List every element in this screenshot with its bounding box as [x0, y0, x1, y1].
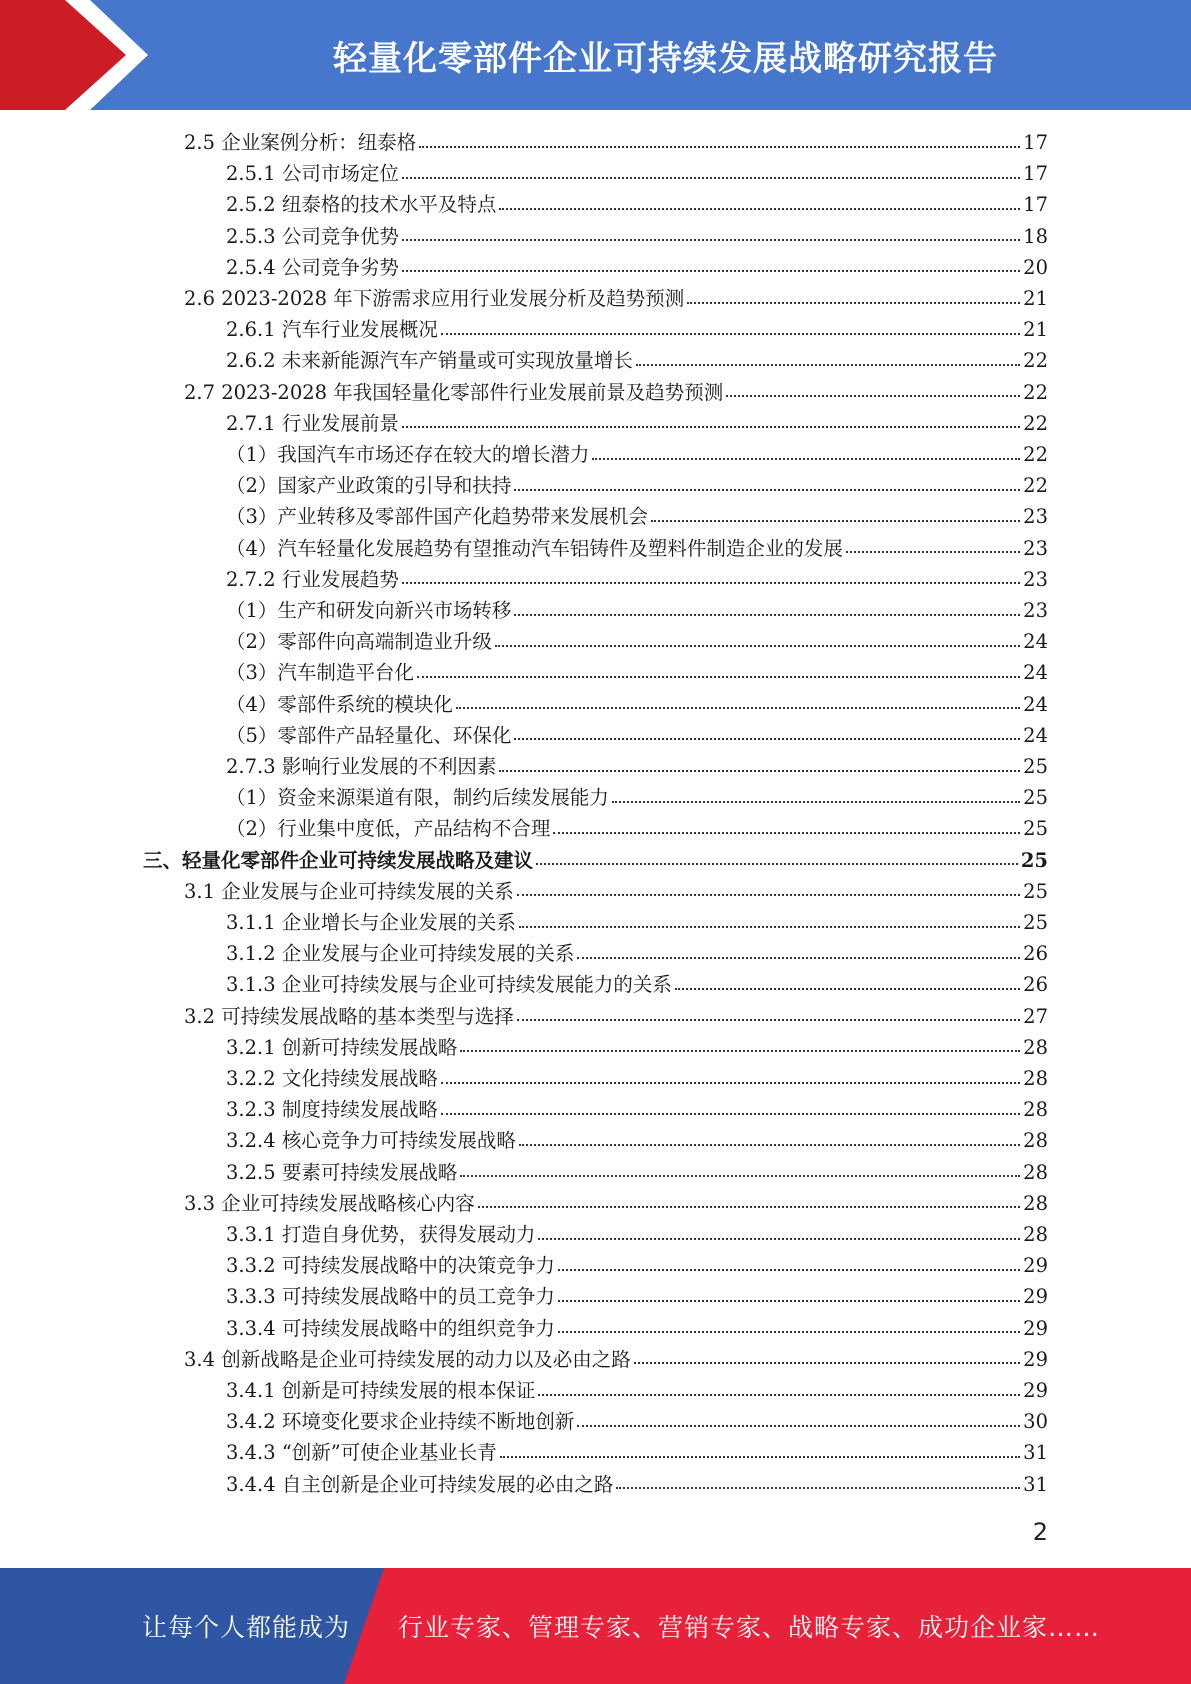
toc-entry-label: 2.6 2023-2028 年下游需求应用行业发展分析及趋势预测: [184, 287, 685, 310]
toc-entry[interactable]: [226, 720, 1048, 751]
toc-leader-dots: [536, 863, 1018, 865]
toc-entry[interactable]: [226, 439, 1048, 470]
toc-entry[interactable]: [226, 1406, 1048, 1437]
toc-entry[interactable]: [184, 1344, 1048, 1375]
toc-leader-dots: [441, 333, 1020, 335]
toc-entry-label: 3.4 创新战略是企业可持续发展的动力以及必由之路: [184, 1347, 631, 1371]
toc-entry[interactable]: [226, 1157, 1048, 1188]
toc-entry-label: 2.5 企业案例分析：纽泰格: [184, 131, 417, 154]
toc-entry-label: 三、轻量化零部件企业可持续发展战略及建议: [143, 848, 534, 872]
toc-leader-dots: [402, 582, 1020, 584]
toc-entry-page: 24: [1023, 661, 1048, 685]
toc-entry-page: 20: [1023, 255, 1048, 279]
toc-entry[interactable]: [226, 1250, 1048, 1281]
toc-entry-label: （1）生产和研发向新兴市场转移: [226, 599, 512, 622]
toc-entry[interactable]: [226, 252, 1048, 283]
toc-entry-page: 25: [1023, 817, 1048, 841]
toc-entry-page: 30: [1023, 1410, 1048, 1434]
toc-entry-label: 3.2.2 文化持续发展战略: [226, 1067, 438, 1090]
toc-entry[interactable]: [226, 969, 1048, 1000]
toc-entry-label: 3.2.5 要素可持续发展战略: [226, 1160, 458, 1184]
toc-entry[interactable]: [226, 533, 1048, 564]
toc-leader-dots: [538, 1394, 1020, 1396]
toc-entry[interactable]: [226, 907, 1048, 938]
toc-entry[interactable]: [226, 1469, 1048, 1500]
toc-leader-dots: [612, 801, 1020, 803]
toc-leader-dots: [553, 832, 1020, 834]
toc-leader-dots: [517, 894, 1020, 896]
toc-entry-page: 29: [1023, 1254, 1048, 1278]
toc-entry[interactable]: [226, 1437, 1048, 1468]
toc-entry-page: 29: [1023, 1347, 1048, 1371]
toc-leader-dots: [519, 926, 1020, 928]
toc-entry-label: 2.6.1 汽车行业发展概况: [226, 318, 438, 342]
toc-entry-page: 28: [1023, 1160, 1048, 1184]
toc-entry-label: 3.2.1 创新可持续发展战略: [226, 1035, 458, 1059]
page-footer: [0, 1568, 1191, 1684]
toc-entry-page: 18: [1023, 224, 1048, 248]
toc-entry-label: 2.5.2 纽泰格的技术水平及特点: [226, 193, 497, 217]
toc-leader-dots: [419, 146, 1020, 148]
toc-entry[interactable]: [184, 1188, 1048, 1219]
toc-entry-label: （3）产业转移及零部件国产化趋势带来发展机会: [226, 505, 648, 529]
toc-leader-dots: [499, 208, 1020, 210]
toc-leader-dots: [460, 1050, 1020, 1052]
toc-entry[interactable]: [184, 1001, 1048, 1032]
toc-leader-dots: [517, 1019, 1020, 1021]
toc-leader-dots: [558, 1269, 1020, 1271]
toc-entry-label: 3.1.2 企业发展与企业可持续发展的关系: [226, 942, 575, 966]
toc-entry-page: 22: [1023, 380, 1048, 404]
toc-leader-dots: [495, 645, 1020, 647]
toc-entry-label: 3.1.3 企业可持续发展与企业可持续发展能力的关系: [226, 973, 672, 997]
toc-entry-label: 3.2.4 核心竞争力可持续发展战略: [226, 1129, 516, 1153]
page-header: [0, 0, 1191, 110]
toc-entry-label: （1）我国汽车市场还存在较大的增长潜力: [226, 443, 590, 466]
footer-roles: 行业专家、管理专家、营销专家、战略专家、成功企业家……: [398, 1613, 1101, 1642]
page-number: 2: [1032, 1518, 1048, 1546]
toc-entry[interactable]: [226, 470, 1048, 501]
toc-entry-page: 22: [1023, 349, 1048, 373]
toc-entry-label: （2）行业集中度低，产品结构不合理: [226, 817, 551, 841]
toc-entry[interactable]: [226, 1094, 1048, 1125]
toc-entry-label: （2）零部件向高端制造业升级: [226, 630, 492, 654]
toc-entry-page: 28: [1023, 1191, 1048, 1215]
toc-entry-label: （3）汽车制造平台化: [226, 661, 414, 685]
toc-entry-page: 31: [1023, 1441, 1048, 1465]
toc-entry-page: 26: [1023, 973, 1048, 997]
toc-leader-dots: [726, 395, 1020, 397]
toc-entry-label: 2.5.3 公司竞争优势: [226, 224, 399, 248]
toc-entry[interactable]: [184, 127, 1048, 158]
toc-entry-page: 25: [1023, 755, 1048, 778]
toc-entry-label: 2.7 2023-2028 年我国轻量化零部件行业发展前景及趋势预测: [184, 380, 724, 404]
toc-entry-label: 2.7.2 行业发展趋势: [226, 567, 399, 591]
toc-leader-dots: [558, 1300, 1020, 1302]
toc-leader-dots: [402, 270, 1020, 272]
toc-entry-label: 2.5.1 公司市场定位: [226, 162, 399, 186]
toc-entry-page: 23: [1023, 505, 1048, 529]
toc-leader-dots: [592, 458, 1020, 460]
toc-entry-label: 3.4.4 自主创新是企业可持续发展的必由之路: [226, 1472, 614, 1496]
toc-entry-page: 22: [1023, 474, 1048, 498]
toc-leader-dots: [402, 239, 1020, 241]
toc-entry-page: 25: [1023, 911, 1048, 934]
toc-entry[interactable]: [226, 408, 1048, 439]
toc-entry-label: 2.7.1 行业发展前景: [226, 411, 399, 435]
toc-leader-dots: [478, 1206, 1020, 1208]
toc-entry[interactable]: [226, 1125, 1048, 1156]
toc-leader-dots: [538, 1238, 1020, 1240]
toc-leader-dots: [441, 1082, 1020, 1084]
toc-entry-label: 3.4.3 “创新”可使企业基业长青: [226, 1441, 497, 1465]
toc-entry[interactable]: [226, 657, 1048, 688]
toc-leader-dots: [519, 1144, 1020, 1146]
toc-leader-dots: [558, 1331, 1020, 1333]
toc-entry-label: 3.1 企业发展与企业可持续发展的关系: [184, 879, 514, 903]
toc-leader-dots: [616, 1487, 1020, 1489]
toc-entry-page: 27: [1023, 1004, 1048, 1028]
toc-entry-page: 28: [1023, 1129, 1048, 1153]
toc-entry-page: 25: [1023, 786, 1048, 810]
toc-leader-dots: [675, 988, 1020, 990]
toc-entry-label: 2.7.3 影响行业发展的不利因素: [226, 755, 497, 778]
toc-entry[interactable]: [226, 158, 1048, 189]
toc-entry-page: 24: [1023, 692, 1048, 716]
toc-entry-label: （4）汽车轻量化发展趋势有望推动汽车铝铸件及塑料件制造企业的发展: [226, 536, 843, 560]
toc-entry-page: 28: [1023, 1098, 1048, 1122]
toc-entry-page: 24: [1023, 630, 1048, 654]
toc-leader-dots: [441, 1113, 1020, 1115]
toc-entry-label: 3.4.2 环境变化要求企业持续不断地创新: [226, 1410, 575, 1434]
toc-leader-dots: [514, 738, 1020, 740]
toc-entry[interactable]: [226, 345, 1048, 376]
toc-leader-dots: [651, 520, 1020, 522]
toc-entry-page: 25: [1020, 848, 1048, 872]
toc-leader-dots: [846, 551, 1020, 553]
toc-entry[interactable]: [226, 314, 1048, 345]
toc-entry[interactable]: [226, 938, 1048, 969]
toc-entry[interactable]: [226, 501, 1048, 532]
toc-entry-page: 25: [1023, 879, 1048, 903]
toc-entry-label: （1）资金来源渠道有限，制约后续发展能力: [226, 786, 609, 810]
toc-entry[interactable]: [226, 189, 1048, 220]
toc-entry-page: 21: [1023, 318, 1048, 342]
toc-leader-dots: [577, 1425, 1020, 1427]
toc-leader-dots: [460, 1175, 1020, 1177]
toc-entry[interactable]: [226, 689, 1048, 720]
report-title: 轻量化零部件企业可持续发展战略研究报告: [333, 38, 998, 79]
toc-entry-label: 2.5.4 公司竞争劣势: [226, 255, 399, 279]
toc-entry-page: 23: [1023, 567, 1048, 591]
toc-leader-dots: [500, 1456, 1020, 1458]
toc-entry-page: 22: [1023, 411, 1048, 435]
toc-entry[interactable]: [226, 813, 1048, 844]
toc-entry-page: 26: [1023, 942, 1048, 966]
toc-entry-label: 3.3.2 可持续发展战略中的决策竞争力: [226, 1254, 555, 1278]
footer-slogan: 让每个人都能成为: [142, 1613, 351, 1642]
toc-entry[interactable]: [226, 1032, 1048, 1063]
toc-leader-dots: [402, 177, 1020, 179]
toc-entry[interactable]: [226, 595, 1048, 626]
toc-entry[interactable]: [184, 377, 1048, 408]
toc-entry-page: 22: [1023, 443, 1048, 466]
toc-entry-page: 28: [1023, 1067, 1048, 1090]
toc-leader-dots: [634, 1362, 1020, 1364]
toc-entry-page: 29: [1023, 1316, 1048, 1340]
toc-leader-dots: [402, 426, 1020, 428]
toc-entry-label: 3.3.1 打造自身优势，获得发展动力: [226, 1223, 536, 1246]
toc-leader-dots: [417, 676, 1020, 678]
toc-entry[interactable]: [184, 283, 1048, 314]
toc-leader-dots: [456, 707, 1020, 709]
toc-entry-label: 3.2.3 制度持续发展战略: [226, 1098, 438, 1122]
toc-entry[interactable]: [226, 1313, 1048, 1344]
toc-entry-label: 3.1.1 企业增长与企业发展的关系: [226, 911, 516, 934]
toc-entry[interactable]: [226, 782, 1048, 813]
toc-entry[interactable]: [226, 1281, 1048, 1312]
toc-entry-label: 3.4.1 创新是可持续发展的根本保证: [226, 1379, 536, 1402]
toc-leader-dots: [499, 770, 1020, 772]
toc-entry-page: 23: [1023, 536, 1048, 560]
toc-entry[interactable]: [226, 1375, 1048, 1406]
toc-entry-page: 21: [1023, 287, 1048, 310]
toc-entry[interactable]: [184, 876, 1048, 907]
toc-entry-page: 17: [1023, 131, 1048, 154]
toc-entry-label: （4）零部件系统的模块化: [226, 692, 453, 716]
toc-entry-label: 3.3.3 可持续发展战略中的员工竞争力: [226, 1285, 555, 1309]
toc-entry[interactable]: [226, 1063, 1048, 1094]
toc-entry-label: 3.2 可持续发展战略的基本类型与选择: [184, 1004, 514, 1028]
toc-entry[interactable]: [226, 1219, 1048, 1250]
toc-entry-page: 28: [1023, 1035, 1048, 1059]
toc-leader-dots: [577, 957, 1020, 959]
toc-leader-dots: [636, 364, 1020, 366]
toc-entry-label: 2.6.2 未来新能源汽车产销量或可实现放量增长: [226, 349, 633, 373]
toc-leader-dots: [514, 489, 1020, 491]
toc-entry[interactable]: [226, 221, 1048, 252]
toc-leader-dots: [687, 302, 1020, 304]
toc-entry-page: 17: [1023, 162, 1048, 186]
toc-entry-label: 3.3 企业可持续发展战略核心内容: [184, 1191, 475, 1215]
toc-entry-page: 24: [1023, 723, 1048, 747]
toc-entry-page: 29: [1023, 1379, 1048, 1402]
toc-entry[interactable]: [226, 626, 1048, 657]
toc-entry-page: 17: [1023, 193, 1048, 217]
toc-entry-label: （5）零部件产品轻量化、环保化: [226, 723, 512, 747]
toc-entry-page: 31: [1023, 1472, 1048, 1496]
toc-entry-page: 28: [1023, 1223, 1048, 1246]
toc-entry[interactable]: [143, 845, 1048, 876]
toc-entry[interactable]: [226, 564, 1048, 595]
toc-entry-label: （2）国家产业政策的引导和扶持: [226, 474, 512, 498]
toc-entry-label: 3.3.4 可持续发展战略中的组织竞争力: [226, 1316, 555, 1340]
toc-entry-page: 23: [1023, 599, 1048, 622]
toc-entry-page: 29: [1023, 1285, 1048, 1309]
toc-leader-dots: [514, 614, 1020, 616]
toc-entry[interactable]: [226, 751, 1048, 782]
